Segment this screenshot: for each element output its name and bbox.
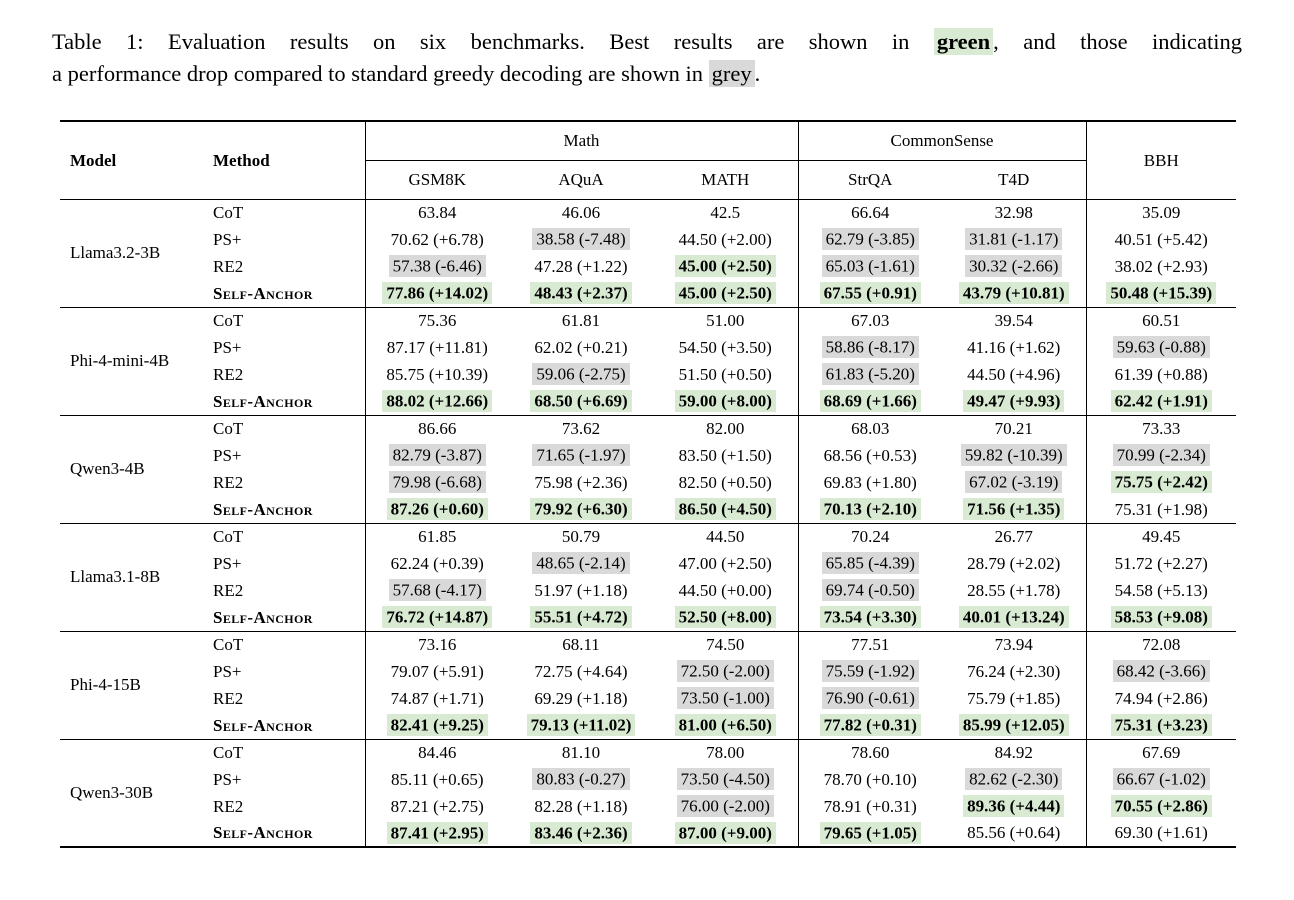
result-row [60, 496, 1236, 523]
drop-result-highlight: 48.65 (-2.14) [532, 552, 629, 574]
result-cell: 62.02 (+0.21) [534, 337, 628, 357]
caption-text: Table 1: Evaluation results on six benchmarks. Best results are shown in [52, 29, 934, 54]
result-row [60, 469, 1236, 496]
result-cell: 85.11 (+0.65) [365, 766, 509, 793]
drop-result-highlight: 65.85 (-4.39) [822, 552, 919, 574]
method-name: RE2 [213, 688, 244, 708]
result-cell [365, 604, 509, 631]
result-cell [798, 496, 942, 523]
result-cell [365, 253, 509, 280]
best-result-highlight: 79.65 (+1.05) [820, 822, 921, 844]
result-cell [798, 226, 942, 253]
drop-result-highlight: 67.02 (-3.19) [965, 471, 1062, 493]
result-cell: 54.50 (+3.50) [678, 337, 772, 357]
result-cell [798, 604, 942, 631]
col-group-commonsense: CommonSense [798, 121, 1086, 160]
result-cell: 68.03 [798, 415, 942, 442]
result-cell: 70.24 [798, 523, 942, 550]
best-result-highlight: 50.48 (+15.39) [1106, 282, 1216, 304]
result-cell: 87.21 (+2.75) [365, 793, 509, 820]
result-cell [942, 604, 1086, 631]
result-cell [365, 469, 509, 496]
result-cell [509, 388, 653, 415]
result-cell [509, 496, 653, 523]
best-result-highlight: 68.69 (+1.66) [820, 390, 921, 412]
best-result-highlight: 77.82 (+0.31) [820, 714, 921, 736]
model-name: Qwen3-4B [60, 415, 205, 523]
result-cell [509, 442, 653, 469]
caption-grey-highlight: grey [709, 60, 755, 87]
result-cell: 62.24 (+0.39) [365, 550, 509, 577]
method-name: PS+ [213, 553, 242, 573]
result-cell: 85.56 (+0.64) [942, 820, 1086, 847]
result-cell: 75.79 (+1.85) [967, 688, 1061, 708]
col-header-t4d: T4D [942, 160, 1086, 199]
best-result-highlight: 75.31 (+3.23) [1111, 714, 1212, 736]
result-cell [653, 820, 798, 847]
table-caption [52, 26, 1242, 90]
result-cell: 84.46 [365, 739, 509, 766]
best-result-highlight: 70.55 (+2.86) [1111, 795, 1212, 817]
result-cell: 54.58 (+5.13) [1086, 577, 1236, 604]
result-cell: 44.50 (+0.00) [678, 580, 772, 600]
method-name: CoT [213, 527, 244, 547]
col-group-math: Math [365, 121, 798, 160]
best-result-highlight: 81.00 (+6.50) [675, 714, 776, 736]
result-cell [509, 280, 653, 307]
caption-green-highlight: green [934, 28, 993, 55]
col-header-gsm8k: GSM8K [365, 160, 509, 199]
result-cell: 51.50 (+0.50) [678, 364, 772, 384]
best-result-highlight: 85.99 (+12.05) [959, 714, 1069, 736]
best-result-highlight: 83.46 (+2.36) [530, 822, 631, 844]
result-cell: 44.50 [706, 527, 745, 547]
result-cell: 69.29 (+1.18) [534, 688, 628, 708]
result-cell: 70.21 [994, 419, 1033, 439]
drop-result-highlight: 70.99 (-2.34) [1113, 444, 1210, 466]
result-cell [509, 550, 653, 577]
result-cell: 40.51 (+5.42) [1086, 226, 1236, 253]
drop-result-highlight: 76.00 (-2.00) [677, 795, 774, 817]
result-cell [653, 712, 798, 739]
result-cell: 39.54 [994, 311, 1033, 331]
result-cell [509, 604, 653, 631]
col-header-math: MATH [653, 160, 798, 199]
result-cell [1086, 604, 1236, 631]
result-cell: 75.31 (+1.98) [1086, 496, 1236, 523]
result-cell [1086, 334, 1236, 361]
drop-result-highlight: 65.03 (-1.61) [822, 255, 919, 277]
model-name: Llama3.2-3B [60, 199, 205, 307]
drop-result-highlight: 57.68 (-4.17) [389, 579, 486, 601]
drop-result-highlight: 31.81 (-1.17) [965, 228, 1062, 250]
drop-result-highlight: 79.98 (-6.68) [389, 471, 486, 493]
best-result-highlight: 45.00 (+2.50) [675, 282, 776, 304]
result-cell [1086, 658, 1236, 685]
drop-result-highlight: 61.83 (-5.20) [822, 363, 919, 385]
result-row [60, 442, 1236, 469]
method-name: CoT [213, 419, 244, 439]
result-row [60, 604, 1236, 631]
result-cell [1086, 793, 1236, 820]
method-name: PS+ [213, 337, 242, 357]
result-cell [798, 388, 942, 415]
col-header-aqua: AQuA [509, 160, 653, 199]
result-cell: 82.28 (+1.18) [534, 796, 628, 816]
result-cell: 72.75 (+4.64) [534, 661, 628, 681]
best-result-highlight: 76.72 (+14.87) [382, 606, 492, 628]
result-cell [653, 793, 798, 820]
result-cell [365, 712, 509, 739]
result-cell: 49.45 [1086, 523, 1236, 550]
result-cell [798, 361, 942, 388]
result-cell: 28.55 (+1.78) [967, 580, 1061, 600]
method-name: Self-Anchor [205, 496, 365, 523]
result-cell: 47.00 (+2.50) [678, 553, 772, 573]
method-name: Self-Anchor [205, 712, 365, 739]
result-cell [798, 820, 942, 847]
model-name: Qwen3-30B [60, 739, 205, 847]
drop-result-highlight: 38.58 (-7.48) [532, 228, 629, 250]
result-cell [1086, 469, 1236, 496]
result-cell: 73.94 [994, 635, 1033, 655]
method-name: PS+ [213, 445, 242, 465]
result-cell [365, 388, 509, 415]
result-cell: 74.50 [706, 635, 745, 655]
result-cell: 76.24 (+2.30) [967, 661, 1061, 681]
result-cell: 66.64 [798, 199, 942, 226]
best-result-highlight: 82.41 (+9.25) [387, 714, 488, 736]
table-body [60, 199, 1236, 847]
result-cell [653, 388, 798, 415]
result-cell [798, 550, 942, 577]
result-cell: 69.30 (+1.61) [1086, 820, 1236, 847]
result-cell [942, 226, 1086, 253]
result-cell [942, 766, 1086, 793]
result-cell: 73.16 [365, 631, 509, 658]
result-cell [653, 496, 798, 523]
best-result-highlight: 79.92 (+6.30) [530, 498, 631, 520]
result-cell: 87.17 (+11.81) [365, 334, 509, 361]
result-cell: 61.39 (+0.88) [1086, 361, 1236, 388]
drop-result-highlight: 75.59 (-1.92) [822, 660, 919, 682]
method-name: PS+ [213, 661, 242, 681]
result-cell: 78.00 [706, 743, 745, 763]
drop-result-highlight: 30.32 (-2.66) [965, 255, 1062, 277]
result-cell: 72.08 [1086, 631, 1236, 658]
result-cell [509, 226, 653, 253]
col-header-strqa: StrQA [798, 160, 942, 199]
best-result-highlight: 59.00 (+8.00) [675, 390, 776, 412]
result-row [60, 712, 1236, 739]
result-row [60, 307, 1236, 334]
result-cell: 70.62 (+6.78) [365, 226, 509, 253]
result-cell: 75.36 [365, 307, 509, 334]
drop-result-highlight: 59.82 (-10.39) [961, 444, 1067, 466]
result-cell: 61.85 [365, 523, 509, 550]
drop-result-highlight: 62.79 (-3.85) [822, 228, 919, 250]
result-cell [653, 685, 798, 712]
result-cell [798, 334, 942, 361]
result-row [60, 199, 1236, 226]
best-result-highlight: 79.13 (+11.02) [527, 714, 636, 736]
result-cell: 32.98 [994, 203, 1033, 223]
drop-result-highlight: 71.65 (-1.97) [532, 444, 629, 466]
best-result-highlight: 87.26 (+0.60) [387, 498, 488, 520]
result-cell [798, 280, 942, 307]
caption-text: a performance drop compared to standard greedy decoding are shown in [52, 61, 709, 87]
best-result-highlight: 52.50 (+8.00) [675, 606, 776, 628]
result-cell: 84.92 [994, 743, 1033, 763]
drop-result-highlight: 72.50 (-2.00) [677, 660, 774, 682]
result-row [60, 226, 1236, 253]
best-result-highlight: 87.00 (+9.00) [675, 822, 776, 844]
result-cell: 38.02 (+2.93) [1086, 253, 1236, 280]
method-name: CoT [213, 203, 244, 223]
drop-result-highlight: 82.62 (-2.30) [965, 768, 1062, 790]
result-row [60, 685, 1236, 712]
result-cell [942, 793, 1086, 820]
best-result-highlight: 77.86 (+14.02) [382, 282, 492, 304]
result-row [60, 739, 1236, 766]
method-name: RE2 [213, 796, 244, 816]
result-cell [942, 442, 1086, 469]
drop-result-highlight: 68.42 (-3.66) [1113, 660, 1210, 682]
caption-text: , and those indicating [993, 29, 1242, 54]
col-header-method: Method [205, 121, 365, 199]
result-cell [509, 712, 653, 739]
result-cell [798, 712, 942, 739]
result-cell: 50.79 [561, 527, 601, 547]
method-name: PS+ [213, 769, 242, 789]
result-cell: 79.07 (+5.91) [365, 658, 509, 685]
best-result-highlight: 88.02 (+12.66) [382, 390, 492, 412]
result-cell [1086, 388, 1236, 415]
result-cell [509, 766, 653, 793]
result-cell: 44.50 (+2.00) [678, 229, 772, 249]
result-cell [942, 712, 1086, 739]
model-name: Llama3.1-8B [60, 523, 205, 631]
result-cell: 67.03 [798, 307, 942, 334]
best-result-highlight: 48.43 (+2.37) [530, 282, 631, 304]
result-cell [365, 577, 509, 604]
result-cell [942, 469, 1086, 496]
drop-result-highlight: 73.50 (-1.00) [677, 687, 774, 709]
result-cell: 28.79 (+2.02) [967, 553, 1061, 573]
result-cell: 78.91 (+0.31) [798, 793, 942, 820]
best-result-highlight: 40.01 (+13.24) [959, 606, 1069, 628]
method-name: Self-Anchor [205, 820, 365, 847]
best-result-highlight: 73.54 (+3.30) [820, 606, 921, 628]
best-result-highlight: 87.41 (+2.95) [387, 822, 488, 844]
result-cell: 46.06 [561, 203, 601, 223]
best-result-highlight: 68.50 (+6.69) [530, 390, 631, 412]
best-result-highlight: 75.75 (+2.42) [1111, 471, 1212, 493]
model-name: Phi-4-15B [60, 631, 205, 739]
result-cell: 85.75 (+10.39) [365, 361, 509, 388]
method-name: RE2 [213, 364, 244, 384]
result-row [60, 658, 1236, 685]
best-result-highlight: 67.55 (+0.91) [820, 282, 921, 304]
best-result-highlight: 86.50 (+4.50) [675, 498, 776, 520]
caption-line-1 [52, 26, 1242, 58]
result-row [60, 334, 1236, 361]
results-table [60, 120, 1236, 848]
result-cell: 78.60 [798, 739, 942, 766]
result-cell [798, 577, 942, 604]
result-row [60, 631, 1236, 658]
result-cell: 73.62 [561, 419, 601, 439]
method-name: Self-Anchor [205, 388, 365, 415]
model-name: Phi-4-mini-4B [60, 307, 205, 415]
result-row [60, 550, 1236, 577]
result-cell [653, 766, 798, 793]
result-cell: 83.50 (+1.50) [678, 445, 772, 465]
result-row [60, 523, 1236, 550]
result-cell [798, 685, 942, 712]
result-cell: 61.81 [561, 311, 601, 331]
result-cell: 60.51 [1086, 307, 1236, 334]
result-cell [1086, 712, 1236, 739]
result-cell [365, 820, 509, 847]
group-header-row [60, 121, 1236, 160]
result-cell: 42.5 [710, 203, 741, 223]
best-result-highlight: 45.00 (+2.50) [675, 255, 776, 277]
col-header-bbh: BBH [1086, 121, 1236, 199]
drop-result-highlight: 69.74 (-0.50) [822, 579, 919, 601]
best-result-highlight: 62.42 (+1.91) [1111, 390, 1212, 412]
result-row [60, 577, 1236, 604]
result-cell: 67.69 [1086, 739, 1236, 766]
result-cell [365, 280, 509, 307]
method-name: RE2 [213, 580, 244, 600]
result-cell: 47.28 (+1.22) [534, 256, 628, 276]
method-name: RE2 [213, 472, 244, 492]
result-cell: 51.97 (+1.18) [534, 580, 628, 600]
result-row [60, 766, 1236, 793]
result-cell [942, 388, 1086, 415]
drop-result-highlight: 57.38 (-6.46) [389, 255, 486, 277]
best-result-highlight: 89.36 (+4.44) [963, 795, 1064, 817]
result-row [60, 388, 1236, 415]
table-header [60, 121, 1236, 199]
result-cell: 75.98 (+2.36) [534, 472, 628, 492]
result-cell: 78.70 (+0.10) [798, 766, 942, 793]
result-cell [653, 253, 798, 280]
result-cell [1086, 442, 1236, 469]
result-cell [509, 361, 653, 388]
result-cell [798, 658, 942, 685]
drop-result-highlight: 76.90 (-0.61) [822, 687, 919, 709]
result-cell: 81.10 [561, 743, 601, 763]
result-cell [365, 496, 509, 523]
best-result-highlight: 71.56 (+1.35) [963, 498, 1064, 520]
method-name: CoT [213, 635, 244, 655]
best-result-highlight: 70.13 (+2.10) [820, 498, 921, 520]
result-cell [653, 280, 798, 307]
result-cell: 74.94 (+2.86) [1086, 685, 1236, 712]
caption-line-2 [52, 58, 1242, 90]
method-name: Self-Anchor [205, 280, 365, 307]
result-cell: 77.51 [798, 631, 942, 658]
result-cell: 68.11 [562, 635, 600, 655]
result-cell: 35.09 [1086, 199, 1236, 226]
result-row [60, 280, 1236, 307]
method-name: RE2 [213, 256, 244, 276]
method-name: Self-Anchor [205, 604, 365, 631]
result-cell [798, 253, 942, 280]
result-cell: 86.66 [365, 415, 509, 442]
col-header-model: Model [60, 121, 205, 199]
result-cell: 26.77 [994, 527, 1033, 547]
result-cell: 51.72 (+2.27) [1086, 550, 1236, 577]
caption-text: . [754, 61, 761, 87]
result-cell [365, 442, 509, 469]
drop-result-highlight: 73.50 (-4.50) [677, 768, 774, 790]
drop-result-highlight: 58.86 (-8.17) [822, 336, 919, 358]
drop-result-highlight: 80.83 (-0.27) [532, 768, 629, 790]
best-result-highlight: 58.53 (+9.08) [1111, 606, 1212, 628]
drop-result-highlight: 59.06 (-2.75) [532, 363, 629, 385]
best-result-highlight: 43.79 (+10.81) [959, 282, 1069, 304]
result-cell [942, 280, 1086, 307]
result-cell: 51.00 [706, 311, 745, 331]
result-cell: 44.50 (+4.96) [967, 364, 1061, 384]
best-result-highlight: 49.47 (+9.93) [963, 390, 1064, 412]
drop-result-highlight: 66.67 (-1.02) [1113, 768, 1210, 790]
result-cell: 69.83 (+1.80) [798, 469, 942, 496]
result-cell: 82.00 [706, 419, 745, 439]
result-cell [1086, 766, 1236, 793]
result-cell: 63.84 [365, 199, 509, 226]
result-cell [509, 820, 653, 847]
result-row [60, 415, 1236, 442]
method-name: CoT [213, 743, 244, 763]
best-result-highlight: 55.51 (+4.72) [530, 606, 631, 628]
result-row [60, 253, 1236, 280]
method-name: PS+ [213, 229, 242, 249]
drop-result-highlight: 82.79 (-3.87) [389, 444, 486, 466]
result-cell [942, 253, 1086, 280]
result-cell [1086, 280, 1236, 307]
result-cell [942, 496, 1086, 523]
result-row [60, 820, 1236, 847]
method-name: CoT [213, 311, 244, 331]
result-cell: 82.50 (+0.50) [678, 472, 772, 492]
result-row [60, 793, 1236, 820]
drop-result-highlight: 59.63 (-0.88) [1113, 336, 1210, 358]
result-cell: 74.87 (+1.71) [365, 685, 509, 712]
result-cell: 73.33 [1086, 415, 1236, 442]
result-cell [653, 658, 798, 685]
result-row [60, 361, 1236, 388]
result-cell: 68.56 (+0.53) [798, 442, 942, 469]
result-cell [653, 604, 798, 631]
result-cell: 41.16 (+1.62) [967, 337, 1061, 357]
